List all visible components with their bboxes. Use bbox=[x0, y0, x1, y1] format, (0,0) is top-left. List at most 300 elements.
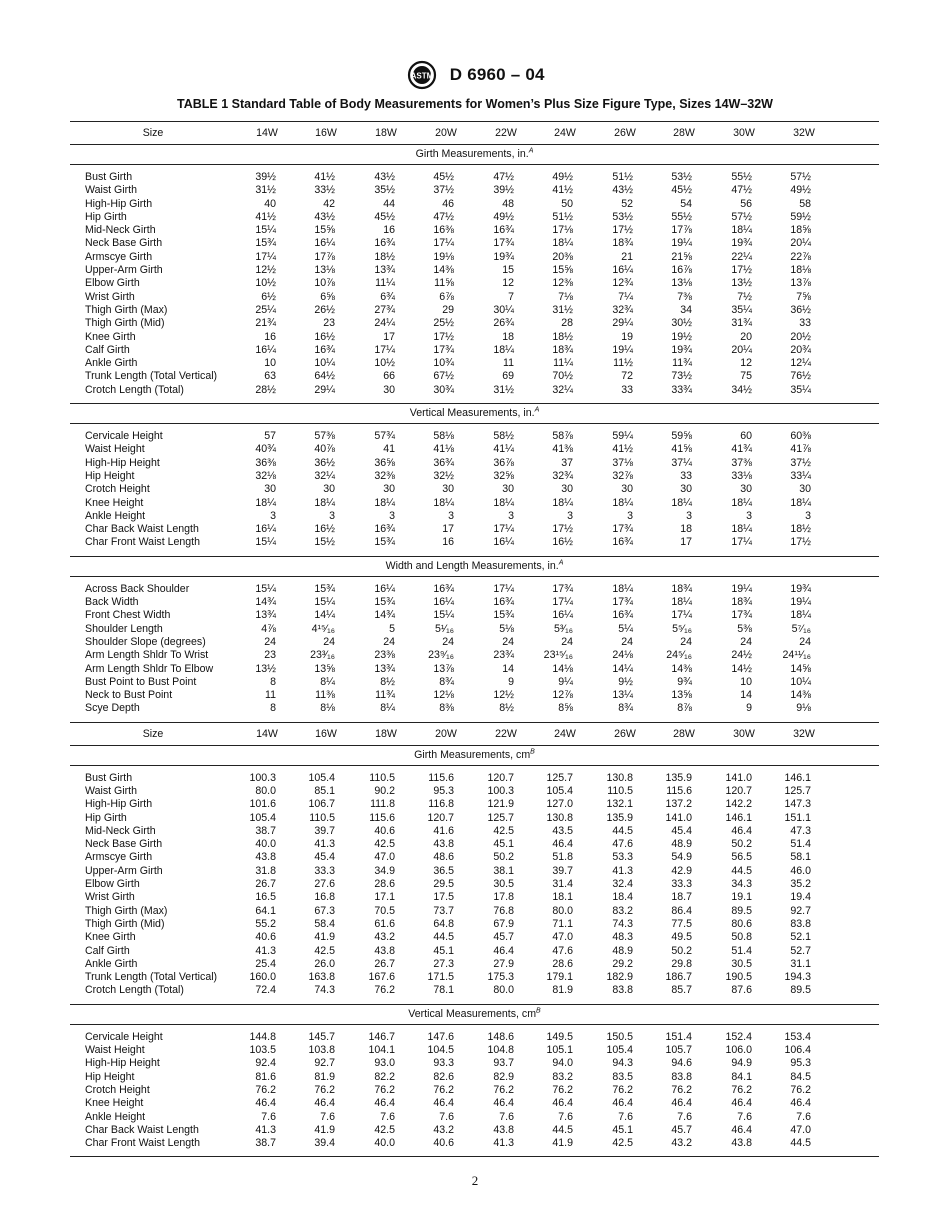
cell-30w: 30 bbox=[740, 483, 752, 496]
cell-16w: 13⅝ bbox=[314, 662, 335, 675]
cell-26w: 132.1 bbox=[606, 798, 633, 811]
cell-18w: 47.0 bbox=[374, 851, 395, 864]
cell-18w: 17 bbox=[383, 330, 395, 343]
row-label: Thigh Girth (Max) bbox=[85, 904, 168, 917]
cell-18w: 82.2 bbox=[374, 1070, 395, 1083]
cell-14w: 40.6 bbox=[255, 931, 276, 944]
cell-20w: 73.7 bbox=[433, 904, 454, 917]
cell-26w: 21 bbox=[621, 250, 633, 263]
cell-32w: 12¼ bbox=[790, 357, 811, 370]
cell-14w: 10 bbox=[264, 357, 276, 370]
cell-26w: 150.5 bbox=[606, 1030, 633, 1043]
cell-14w: 25.4 bbox=[255, 957, 276, 970]
cell-22w: 76.2 bbox=[493, 1083, 514, 1096]
cell-14w: 92.4 bbox=[255, 1057, 276, 1070]
table-row bbox=[70, 384, 879, 397]
cell-28w: 55½ bbox=[671, 210, 692, 223]
cell-20w: 16¾ bbox=[433, 582, 454, 595]
table-row bbox=[70, 1031, 879, 1044]
table-row bbox=[70, 649, 879, 662]
cell-32w: 51.4 bbox=[790, 838, 811, 851]
section-title bbox=[70, 746, 879, 765]
cell-24w: 44.5 bbox=[552, 1123, 573, 1136]
table-row bbox=[70, 224, 879, 237]
cell-20w: 43.8 bbox=[433, 838, 454, 851]
cell-26w: 32¾ bbox=[612, 303, 633, 316]
cell-18w: 26.7 bbox=[374, 957, 395, 970]
cell-22w: 14 bbox=[502, 662, 514, 675]
cell-32w: 24¹¹⁄₁₆ bbox=[782, 649, 811, 662]
cell-26w: 30 bbox=[621, 483, 633, 496]
table-row bbox=[70, 865, 879, 878]
cell-14w: 100.3 bbox=[249, 771, 276, 784]
cell-30w: 24½ bbox=[731, 649, 752, 662]
row-label: Ankle Girth bbox=[85, 957, 138, 970]
cell-20w: 45.1 bbox=[433, 944, 454, 957]
cell-20w: 76.2 bbox=[433, 1083, 454, 1096]
cell-16w: 23³⁄₁₆ bbox=[310, 649, 335, 662]
table-row bbox=[70, 457, 879, 470]
cell-20w: 23⁹⁄₁₆ bbox=[428, 649, 454, 662]
cell-24w: 179.1 bbox=[546, 971, 573, 984]
cell-30w: 3 bbox=[746, 509, 752, 522]
cell-26w: 83.5 bbox=[612, 1070, 633, 1083]
table-row bbox=[70, 357, 879, 370]
cell-32w: 59½ bbox=[790, 210, 811, 223]
cell-22w: 16¾ bbox=[493, 596, 514, 609]
cell-14w: 64.1 bbox=[255, 904, 276, 917]
cell-14w: 8 bbox=[270, 675, 276, 688]
row-label: Char Back Waist Length bbox=[85, 1123, 199, 1136]
cell-24w: 7⅛ bbox=[558, 290, 573, 303]
row-label: Elbow Girth bbox=[85, 277, 140, 290]
cell-24w: 50 bbox=[561, 197, 573, 210]
cell-14w: 76.2 bbox=[255, 1083, 276, 1096]
cell-28w: 17 bbox=[680, 536, 692, 549]
cell-28w: 17⅞ bbox=[671, 224, 692, 237]
cell-22w: 39½ bbox=[493, 184, 514, 197]
cell-18w: 61.6 bbox=[374, 917, 395, 930]
cell-22w: 32⅝ bbox=[493, 469, 514, 482]
cell-28w: 21⅝ bbox=[671, 250, 692, 263]
cell-32w: 33¼ bbox=[790, 469, 811, 482]
cell-14w: 8 bbox=[270, 702, 276, 715]
table-row bbox=[70, 331, 879, 344]
cell-20w: 37½ bbox=[433, 184, 454, 197]
cell-32w: 89.5 bbox=[790, 984, 811, 997]
cell-26w: 14¼ bbox=[612, 662, 633, 675]
cell-26w: 18¾ bbox=[612, 237, 633, 250]
cell-28w: 76.2 bbox=[671, 1083, 692, 1096]
cell-18w: 17¼ bbox=[374, 343, 395, 356]
cell-22w: 38.1 bbox=[493, 864, 514, 877]
cell-16w: 45.4 bbox=[314, 851, 335, 864]
cell-32w: 58.1 bbox=[790, 851, 811, 864]
cell-22w: 41.3 bbox=[493, 1137, 514, 1150]
row-label: Wrist Girth bbox=[85, 290, 135, 303]
table-row bbox=[70, 838, 879, 851]
cell-22w: 46.4 bbox=[493, 1097, 514, 1110]
table-row bbox=[70, 1057, 879, 1070]
cell-16w: 40⅞ bbox=[314, 443, 335, 456]
cell-16w: 36½ bbox=[314, 456, 335, 469]
cell-14w: 11 bbox=[265, 689, 276, 702]
cell-22w: 120.7 bbox=[487, 771, 514, 784]
cell-14w: 13¾ bbox=[255, 609, 276, 622]
cell-32w: 76.2 bbox=[790, 1083, 811, 1096]
cell-32w: 46.4 bbox=[790, 1097, 811, 1110]
size-header-16w: 16W bbox=[315, 727, 337, 740]
cell-16w: 16¼ bbox=[314, 237, 335, 250]
cell-16w: 11⅜ bbox=[315, 689, 335, 702]
cell-28w: 135.9 bbox=[665, 771, 692, 784]
cell-28w: 13⅝ bbox=[671, 689, 692, 702]
row-label: Trunk Length (Total Vertical) bbox=[85, 370, 218, 383]
cell-28w: 37¼ bbox=[671, 456, 692, 469]
cell-26w: 16¾ bbox=[612, 609, 633, 622]
cell-22w: 18¼ bbox=[493, 496, 514, 509]
cell-32w: 18⅛ bbox=[790, 264, 811, 277]
row-label: Ankle Girth bbox=[85, 357, 138, 370]
cell-28w: 7⅜ bbox=[677, 290, 692, 303]
cell-18w: 17.1 bbox=[374, 891, 395, 904]
table-row bbox=[70, 851, 879, 864]
cell-14w: 105.4 bbox=[249, 811, 276, 824]
cell-20w: 147.6 bbox=[427, 1030, 454, 1043]
cell-22w: 121.9 bbox=[487, 798, 514, 811]
cell-30w: 18¼ bbox=[731, 523, 752, 536]
cell-24w: 16½ bbox=[552, 536, 573, 549]
cell-20w: 6⅞ bbox=[439, 290, 454, 303]
cell-20w: 10¾ bbox=[433, 357, 454, 370]
cell-22w: 24 bbox=[502, 635, 514, 648]
table-row bbox=[70, 623, 879, 636]
cell-22w: 12½ bbox=[493, 689, 514, 702]
cell-26w: 16¼ bbox=[612, 264, 633, 277]
cell-30w: 146.1 bbox=[725, 811, 752, 824]
cell-18w: 5 bbox=[389, 622, 395, 635]
table-row bbox=[70, 689, 879, 702]
cell-30w: 60 bbox=[740, 430, 752, 443]
cell-18w: 18¼ bbox=[374, 496, 395, 509]
cell-22w: 76.8 bbox=[493, 904, 514, 917]
cell-14w: 46.4 bbox=[255, 1097, 276, 1110]
cell-30w: 37⅜ bbox=[731, 456, 752, 469]
row-label: Waist Height bbox=[85, 1044, 145, 1057]
row-label: Thigh Girth (Mid) bbox=[85, 317, 165, 330]
cell-14w: 103.5 bbox=[249, 1044, 276, 1057]
cell-16w: 4¹⁵⁄₁₆ bbox=[311, 622, 335, 635]
cell-18w: 18½ bbox=[374, 250, 395, 263]
cell-24w: 16¼ bbox=[552, 609, 573, 622]
cell-16w: 39.4 bbox=[314, 1137, 335, 1150]
cell-14w: 4⅞ bbox=[261, 622, 276, 635]
cell-20w: 17.5 bbox=[433, 891, 454, 904]
section-footnote-mark: B bbox=[536, 1007, 541, 1015]
cell-18w: 40.6 bbox=[374, 824, 395, 837]
section-title-text: Vertical Measurements, in. bbox=[409, 407, 535, 420]
cell-26w: 46.4 bbox=[612, 1097, 633, 1110]
cell-16w: 16½ bbox=[314, 523, 335, 536]
cell-16w: 67.3 bbox=[314, 904, 335, 917]
cell-14w: 21¾ bbox=[255, 317, 276, 330]
cell-24w: 24 bbox=[561, 635, 573, 648]
cell-32w: 147.3 bbox=[784, 798, 811, 811]
cell-22w: 17¾ bbox=[493, 237, 514, 250]
cell-30w: 30.5 bbox=[731, 957, 752, 970]
cell-16w: 41½ bbox=[314, 171, 335, 183]
cell-18w: 8¼ bbox=[380, 702, 395, 715]
table-row bbox=[70, 1097, 879, 1110]
table-row bbox=[70, 198, 879, 211]
cell-18w: 43½ bbox=[374, 171, 395, 183]
cell-30w: 13½ bbox=[731, 277, 752, 290]
cell-24w: 125.7 bbox=[546, 771, 573, 784]
row-label: Knee Height bbox=[85, 496, 144, 509]
section-title bbox=[70, 145, 879, 164]
cell-26w: 52 bbox=[621, 197, 633, 210]
cell-30w: 19.1 bbox=[731, 891, 752, 904]
cell-14w: 38.7 bbox=[255, 1137, 276, 1150]
cell-26w: 76.2 bbox=[612, 1083, 633, 1096]
cell-16w: 15⅝ bbox=[314, 224, 335, 237]
cell-20w: 12⅛ bbox=[433, 689, 454, 702]
cell-28w: 17¼ bbox=[671, 609, 692, 622]
row-label: Armscye Girth bbox=[85, 250, 153, 263]
cell-26w: 83.8 bbox=[612, 984, 633, 997]
cell-30w: 14 bbox=[740, 689, 752, 702]
cell-20w: 46.4 bbox=[433, 1097, 454, 1110]
cell-18w: 6¾ bbox=[380, 290, 395, 303]
table-row bbox=[70, 931, 879, 944]
cell-16w: 145.7 bbox=[308, 1030, 335, 1043]
cell-26w: 33 bbox=[621, 383, 633, 396]
section-footnote-mark: A bbox=[528, 147, 534, 155]
cell-14w: 38.7 bbox=[255, 824, 276, 837]
cell-18w: 11¾ bbox=[375, 689, 395, 702]
cell-32w: 18¼ bbox=[790, 609, 811, 622]
cell-22w: 148.6 bbox=[487, 1030, 514, 1043]
row-label: Hip Height bbox=[85, 1070, 135, 1083]
cell-18w: 34.9 bbox=[374, 864, 395, 877]
size-header-20w: 20W bbox=[435, 727, 457, 740]
cell-18w: 7.6 bbox=[380, 1110, 395, 1123]
cell-24w: 17¾ bbox=[552, 582, 573, 595]
cell-22w: 69 bbox=[502, 370, 514, 383]
cell-18w: 16¾ bbox=[374, 237, 395, 250]
cell-28w: 186.7 bbox=[665, 971, 692, 984]
cell-20w: 3 bbox=[448, 509, 454, 522]
cell-26w: 42.5 bbox=[612, 1137, 633, 1150]
row-label: Calf Girth bbox=[85, 343, 130, 356]
cell-32w: 46.0 bbox=[790, 864, 811, 877]
cell-30w: 46.4 bbox=[731, 1123, 752, 1136]
cell-22w: 45.7 bbox=[493, 931, 514, 944]
cell-28w: 59⅝ bbox=[671, 430, 692, 443]
measurements-table bbox=[70, 121, 879, 1157]
cell-32w: 83.8 bbox=[790, 917, 811, 930]
cell-32w: 47.0 bbox=[790, 1123, 811, 1136]
section-title bbox=[70, 557, 879, 576]
cell-22w: 36⅞ bbox=[493, 456, 514, 469]
cell-28w: 13⅛ bbox=[671, 277, 692, 290]
cell-30w: 10 bbox=[740, 675, 752, 688]
cell-18w: 28.6 bbox=[374, 878, 395, 891]
cell-30w: 17¼ bbox=[731, 536, 752, 549]
cell-14w: 25¼ bbox=[255, 303, 276, 316]
cell-24w: 105.1 bbox=[546, 1044, 573, 1057]
cell-24w: 12⅞ bbox=[552, 689, 573, 702]
cell-28w: 5⁵⁄₁₆ bbox=[672, 622, 692, 635]
row-label: Wrist Girth bbox=[85, 891, 135, 904]
cell-28w: 30 bbox=[680, 483, 692, 496]
cell-30w: 19¼ bbox=[731, 582, 752, 595]
cell-22w: 82.9 bbox=[493, 1070, 514, 1083]
cell-20w: 47½ bbox=[433, 210, 454, 223]
cell-24w: 12⅜ bbox=[552, 277, 573, 290]
table-row bbox=[70, 184, 879, 197]
cell-20w: 41⅛ bbox=[433, 443, 454, 456]
cell-28w: 19¼ bbox=[671, 237, 692, 250]
cell-20w: 15¼ bbox=[433, 609, 454, 622]
cell-14w: 40.0 bbox=[255, 838, 276, 851]
cell-22w: 12 bbox=[502, 277, 514, 290]
table-row bbox=[70, 958, 879, 971]
cell-32w: 60⅜ bbox=[790, 430, 811, 443]
cell-18w: 16 bbox=[383, 224, 395, 237]
cell-14w: 16¼ bbox=[255, 523, 276, 536]
table-rule bbox=[70, 1156, 879, 1157]
cell-18w: 15¾ bbox=[374, 536, 395, 549]
cell-30w: 18¼ bbox=[731, 496, 752, 509]
cell-28w: 33¾ bbox=[671, 383, 692, 396]
table-row bbox=[70, 636, 879, 649]
cell-14w: 15¼ bbox=[255, 582, 276, 595]
cell-28w: 18.7 bbox=[671, 891, 692, 904]
cell-14w: 31.8 bbox=[255, 864, 276, 877]
cell-28w: 34 bbox=[680, 303, 692, 316]
cell-20w: 171.5 bbox=[427, 971, 454, 984]
cell-20w: 45½ bbox=[433, 171, 454, 183]
cell-16w: 41.9 bbox=[314, 931, 335, 944]
cell-24w: 8⅝ bbox=[558, 702, 573, 715]
cell-22w: 46.4 bbox=[493, 944, 514, 957]
cell-24w: 49½ bbox=[552, 171, 573, 183]
cell-30w: 18¼ bbox=[731, 224, 752, 237]
cell-14w: 32⅛ bbox=[255, 469, 276, 482]
cell-24w: 28.6 bbox=[552, 957, 573, 970]
cell-18w: 23⅜ bbox=[374, 649, 395, 662]
cell-14w: 31½ bbox=[255, 184, 276, 197]
cell-24w: 18¼ bbox=[552, 496, 573, 509]
row-label: Hip Girth bbox=[85, 811, 127, 824]
table-row bbox=[70, 812, 879, 825]
cell-30w: 57½ bbox=[731, 210, 752, 223]
row-label: Mid-Neck Girth bbox=[85, 824, 156, 837]
cell-26w: 51½ bbox=[612, 171, 633, 183]
cell-26w: 41.3 bbox=[612, 864, 633, 877]
cell-18w: 16¾ bbox=[374, 523, 395, 536]
cell-26w: 135.9 bbox=[606, 811, 633, 824]
cell-18w: 43.8 bbox=[374, 944, 395, 957]
cell-22w: 80.0 bbox=[493, 984, 514, 997]
cell-18w: 70.5 bbox=[374, 904, 395, 917]
cell-20w: 44.5 bbox=[433, 931, 454, 944]
cell-28w: 9¾ bbox=[677, 675, 692, 688]
cell-16w: 8¼ bbox=[320, 675, 335, 688]
cell-26w: 17¾ bbox=[612, 523, 633, 536]
cell-18w: 42.5 bbox=[374, 1123, 395, 1136]
table-row bbox=[70, 470, 879, 483]
document-header bbox=[0, 60, 950, 90]
cell-28w: 54.9 bbox=[671, 851, 692, 864]
cell-28w: 137.2 bbox=[665, 798, 692, 811]
table-row bbox=[70, 430, 879, 443]
cell-16w: 30 bbox=[323, 483, 335, 496]
row-label: Arm Length Shldr To Wrist bbox=[85, 649, 209, 662]
cell-14w: 43.8 bbox=[255, 851, 276, 864]
cell-14w: 41.3 bbox=[255, 1123, 276, 1136]
cell-22w: 67.9 bbox=[493, 917, 514, 930]
cell-28w: 19¾ bbox=[671, 343, 692, 356]
table-row bbox=[70, 211, 879, 224]
cell-30w: 142.2 bbox=[725, 798, 752, 811]
cell-14w: 18¼ bbox=[255, 496, 276, 509]
size-header-28w: 28W bbox=[673, 727, 695, 740]
cell-30w: 51.4 bbox=[731, 944, 752, 957]
cell-28w: 16⅞ bbox=[671, 264, 692, 277]
cell-22w: 9 bbox=[508, 675, 514, 688]
cell-16w: 17⅞ bbox=[314, 250, 335, 263]
table-row bbox=[70, 510, 879, 523]
cell-14w: 6½ bbox=[261, 290, 276, 303]
cell-26w: 18¼ bbox=[612, 582, 633, 595]
cell-16w: 81.9 bbox=[314, 1070, 335, 1083]
cell-22w: 58½ bbox=[493, 430, 514, 443]
cell-32w: 24 bbox=[799, 635, 811, 648]
cell-18w: 115.6 bbox=[369, 811, 395, 824]
cell-18w: 35½ bbox=[374, 184, 395, 197]
table-row bbox=[70, 596, 879, 609]
cell-32w: 10¼ bbox=[790, 675, 811, 688]
cell-32w: 31.1 bbox=[790, 957, 811, 970]
cell-16w: 14¼ bbox=[314, 609, 335, 622]
cell-32w: 52.7 bbox=[790, 944, 811, 957]
cell-14w: 55.2 bbox=[255, 917, 276, 930]
cell-18w: 43.2 bbox=[374, 931, 395, 944]
cell-30w: 22¼ bbox=[731, 250, 752, 263]
cell-20w: 17½ bbox=[433, 330, 454, 343]
cell-20w: 82.6 bbox=[433, 1070, 454, 1083]
cell-32w: 20½ bbox=[790, 330, 811, 343]
cell-30w: 20 bbox=[740, 330, 752, 343]
size-header-16w: 16W bbox=[315, 127, 337, 139]
cell-16w: 163.8 bbox=[308, 971, 335, 984]
cell-18w: 16¼ bbox=[374, 582, 395, 595]
section-title-text: Girth Measurements, cm bbox=[414, 748, 531, 761]
cell-16w: 92.7 bbox=[314, 1057, 335, 1070]
cell-16w: 58.4 bbox=[314, 917, 335, 930]
cell-16w: 26½ bbox=[314, 303, 335, 316]
section-title bbox=[70, 1005, 879, 1024]
cell-22w: 93.7 bbox=[493, 1057, 514, 1070]
cell-30w: 120.7 bbox=[725, 784, 752, 797]
cell-24w: 39.7 bbox=[552, 864, 573, 877]
cell-24w: 94.0 bbox=[552, 1057, 573, 1070]
cell-16w: 16½ bbox=[314, 330, 335, 343]
cell-24w: 81.9 bbox=[552, 984, 573, 997]
row-label: High-Hip Girth bbox=[85, 798, 153, 811]
